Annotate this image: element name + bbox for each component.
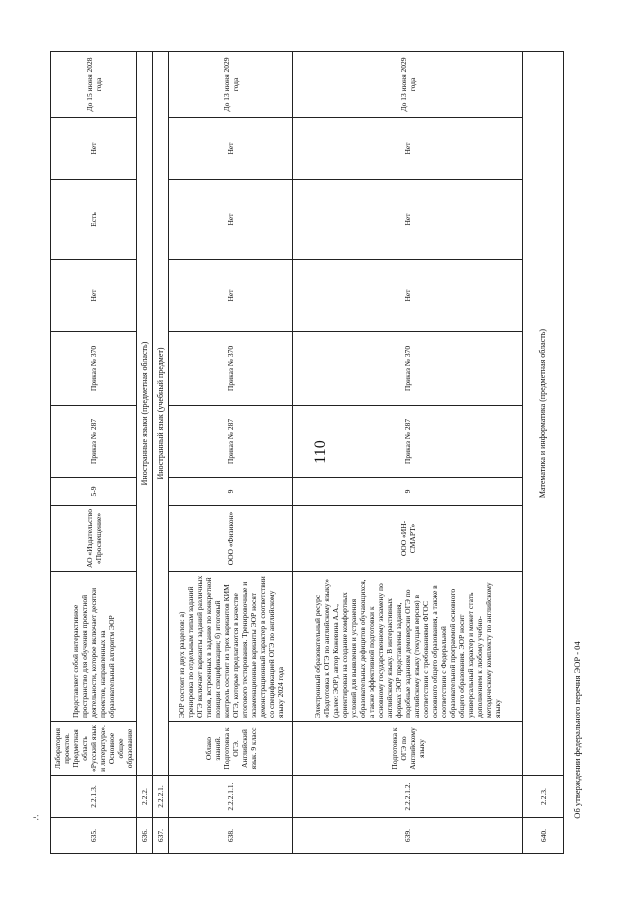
footer-note: Об утверждении федерального перечня ЭОР - 04 — [572, 641, 582, 819]
row-order-370: Приказ № 370 — [169, 332, 293, 406]
row-code: 2.2.2.1. — [153, 776, 169, 818]
row-number: 639. — [293, 818, 523, 854]
scan-mark: -: — [33, 812, 40, 823]
row-name: Лаборатория проектов. Предметная область «Русский язык и литература». Основное общее образование — [51, 722, 137, 776]
row-code: 2.2.1.3. — [51, 776, 137, 818]
eor-table — [50, 51, 564, 854]
row-number: 638. — [169, 818, 293, 854]
table-row — [293, 52, 523, 854]
row-grade: 9 — [169, 478, 293, 506]
row-col1: Нет — [293, 260, 523, 332]
row-number: 636. — [137, 818, 153, 854]
row-order-370: Приказ № 370 — [293, 332, 523, 406]
section-row — [523, 52, 564, 854]
row-order-287: Приказ № 287 — [293, 406, 523, 478]
row-col1: Нет — [51, 260, 137, 332]
row-date: До 15 июня 2028 года — [51, 52, 137, 118]
row-col3: Нет — [293, 118, 523, 180]
row-col2: Есть — [51, 180, 137, 260]
row-number: 640. — [523, 818, 564, 854]
row-name: Подготовка к ОГЭ по Английскому языку — [293, 722, 523, 776]
row-organization: ООО «ИН-СМАРТ» — [293, 506, 523, 572]
row-grade: 5-9 — [51, 478, 137, 506]
row-col2: Нет — [169, 180, 293, 260]
row-date: До 13 июня 2029 года — [293, 52, 523, 118]
row-date: До 13 июня 2029 года — [169, 52, 293, 118]
table-row — [169, 52, 293, 854]
row-order-287: Приказ № 287 — [51, 406, 137, 478]
row-col1: Нет — [169, 260, 293, 332]
row-description: Представляет собой интерактивное пространство для обучения проектной деятельности, которое включает десятки проектов, направленных на образовательный алгоритм ЭОР — [51, 572, 137, 722]
row-description: Электронный образовательный ресурс «Подготовка к ОГЭ по английскому языку» (далее: ЭОР), автор Кожевина А.А., ориентирован на создание комфортных условий для выявления и устранения образовательных дефицитов обучающихся, а также эффективной подготовки к основному государственному экзамену по английскому языку. В интерактивных формах ЭОР представлены задания, подобные заданиям демоверсии ОГЭ по английскому языку (текущая версия) в соответствии с требованиями ФГОС основного общего образования, а также в соответствии с Федеральной образовательной программой основного общего образования. ЭОР носит универсальный характер и может стать дополнением к любому учебно-методическому комплекту по английскому языку — [293, 572, 523, 722]
row-organization: АО «Издательство «Просвещение» — [51, 506, 137, 572]
row-col3: Нет — [51, 118, 137, 180]
row-col3: Нет — [169, 118, 293, 180]
section-row — [153, 52, 169, 854]
row-code: 2.2.2. — [137, 776, 153, 818]
row-number: 637. — [153, 818, 169, 854]
row-grade: 9 — [293, 478, 523, 506]
section-title: Математика и информатика (предметная область) — [523, 52, 564, 776]
row-description: ЭОР состоит из двух разделов: а) тренировка по отдельным типам заданий ОГЭ включает варианты заданий различных типов, встроенных в задание по конкретной позиции спецификации; б) итоговый контроль состоит из трех вариантов КИМ ОГЭ, которые предлагаются в качестве итогового тестирования. Тренировочные и экзаменационные варианты ЭОР носят демонстрационный характер в соответствии со спецификацией ОГЭ по английскому языку 2024 года — [169, 572, 293, 722]
row-code: 2.2.2.1.2. — [293, 776, 523, 818]
section-title: Иностранный язык (учебный предмет) — [153, 52, 169, 776]
section-row — [137, 52, 153, 854]
row-organization: ООО «Физикон» — [169, 506, 293, 572]
row-col2: Нет — [293, 180, 523, 260]
row-name: Облако знаний. Подготовка к ОГЭ. Английский язык. 9 класс — [169, 722, 293, 776]
row-code: 2.2.2.1.1. — [169, 776, 293, 818]
table-row — [51, 52, 137, 854]
row-order-370: Приказ № 370 — [51, 332, 137, 406]
row-order-287: Приказ № 287 — [169, 406, 293, 478]
rotated-table-frame — [50, 52, 555, 854]
page-number: 110 — [312, 440, 329, 464]
row-code: 2.2.3. — [523, 776, 564, 818]
section-title: Иностранные языки (предметная область) — [137, 52, 153, 776]
row-number: 635. — [51, 818, 137, 854]
